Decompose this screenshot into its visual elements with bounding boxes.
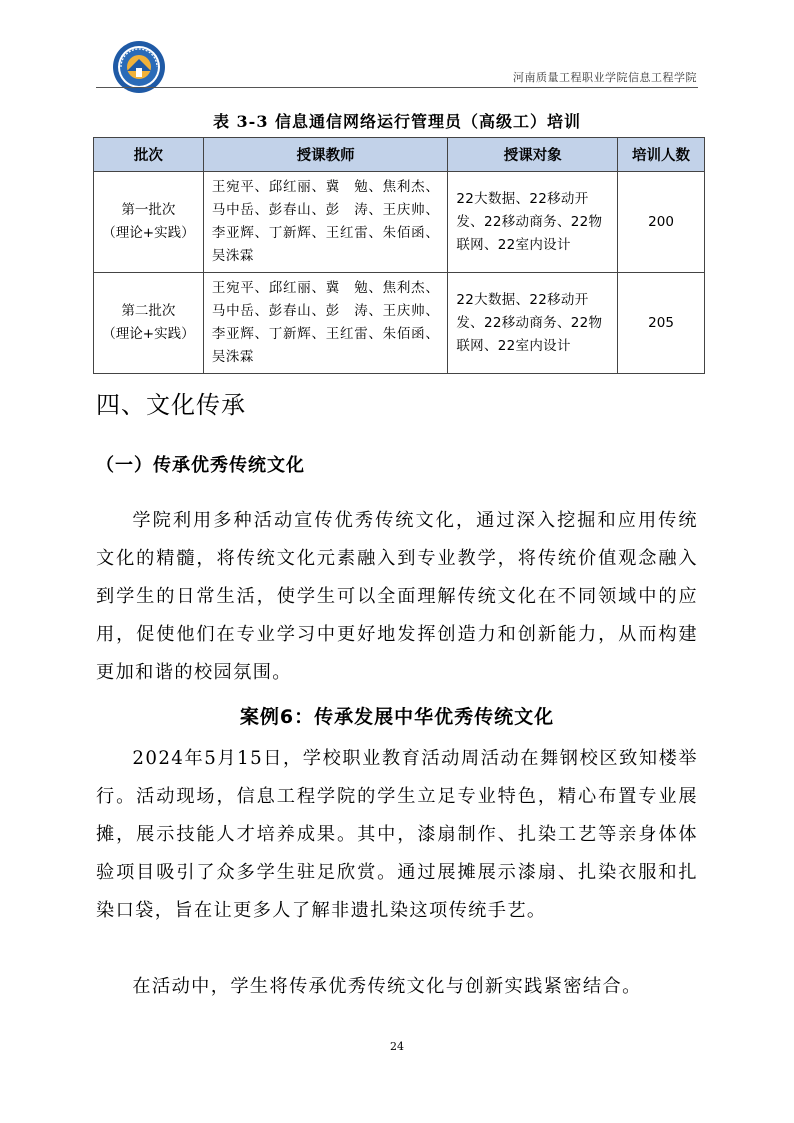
header-divider — [96, 87, 698, 88]
column-header-batch: 批次 — [94, 138, 204, 172]
body-paragraph: 2024年5月15日，学校职业教育活动周活动在舞钢校区致知楼举行。活动现场，信息工程学院的学生立足专业特色，精心布置专业展摊，展示技能人才培养成果。其中，漆扇制作、扎染工艺等亲身体体验项目吸引了众多学生驻足欣赏。通过展摊展示漆扇、扎染衣服和扎染口袋，旨在让更多人了解非遗扎染这项传统手艺。 — [96, 748, 698, 921]
body-paragraph: 学院利用多种活动宣传优秀传统文化，通过深入挖掘和应用传统文化的精髓，将传统文化元素融入到专业教学，将传统价值观念融入到学生的日常生活，使学生可以全面理解传统文化在不同领域中的应用，促使他们在专业学习中更好地发挥创造力和创新能力，从而构建更加和谐的校园氛围。 — [96, 510, 698, 683]
section-subheading: （一）传承优秀传统文化 — [96, 455, 305, 476]
batch-note: （理论+实践） — [102, 225, 195, 241]
batch-note: （理论+实践） — [102, 326, 195, 342]
body-paragraph: 在活动中，学生将传承优秀传统文化与创新实践紧密结合。 — [132, 976, 642, 997]
column-header-count: 培训人数 — [618, 138, 705, 172]
header-institution: 河南质量工程职业学院信息工程学院 — [513, 71, 697, 84]
column-header-audience: 授课对象 — [448, 138, 618, 172]
training-table — [93, 137, 705, 374]
case-title: 案例6：传承发展中华优秀传统文化 — [239, 706, 555, 728]
teachers-cell: 王宛平、邱红丽、冀 勉、焦利杰、马中岳、彭春山、彭 涛、王庆帅、李亚辉、丁新辉、王红雷、朱佰函、吴洙霖 — [203, 172, 448, 273]
batch-cell — [94, 172, 204, 273]
batch-name: 第二批次 — [121, 303, 176, 319]
table-caption: 表 3-3 信息通信网络运行管理员（高级工）培训 — [212, 112, 582, 131]
table-row — [94, 172, 705, 273]
teachers-cell: 王宛平、邱红丽、冀 勉、焦利杰、马中岳、彭春山、彭 涛、王庆帅、李亚辉、丁新辉、王红雷、朱佰函、吴洙霖 — [203, 273, 448, 374]
college-logo — [112, 40, 166, 94]
batch-name: 第一批次 — [121, 202, 176, 218]
table-header-row — [94, 138, 705, 172]
audience-cell: 22大数据、22移动开发、22移动商务、22物联网、22室内设计 — [448, 172, 618, 273]
section-heading: 四、文化传承 — [96, 391, 246, 419]
batch-cell — [94, 273, 204, 374]
page-number: 24 — [390, 1040, 404, 1053]
column-header-teachers: 授课教师 — [203, 138, 448, 172]
table-row — [94, 273, 705, 374]
audience-cell: 22大数据、22移动开发、22移动商务、22物联网、22室内设计 — [448, 273, 618, 374]
count-cell: 205 — [618, 273, 705, 374]
count-cell: 200 — [618, 172, 705, 273]
